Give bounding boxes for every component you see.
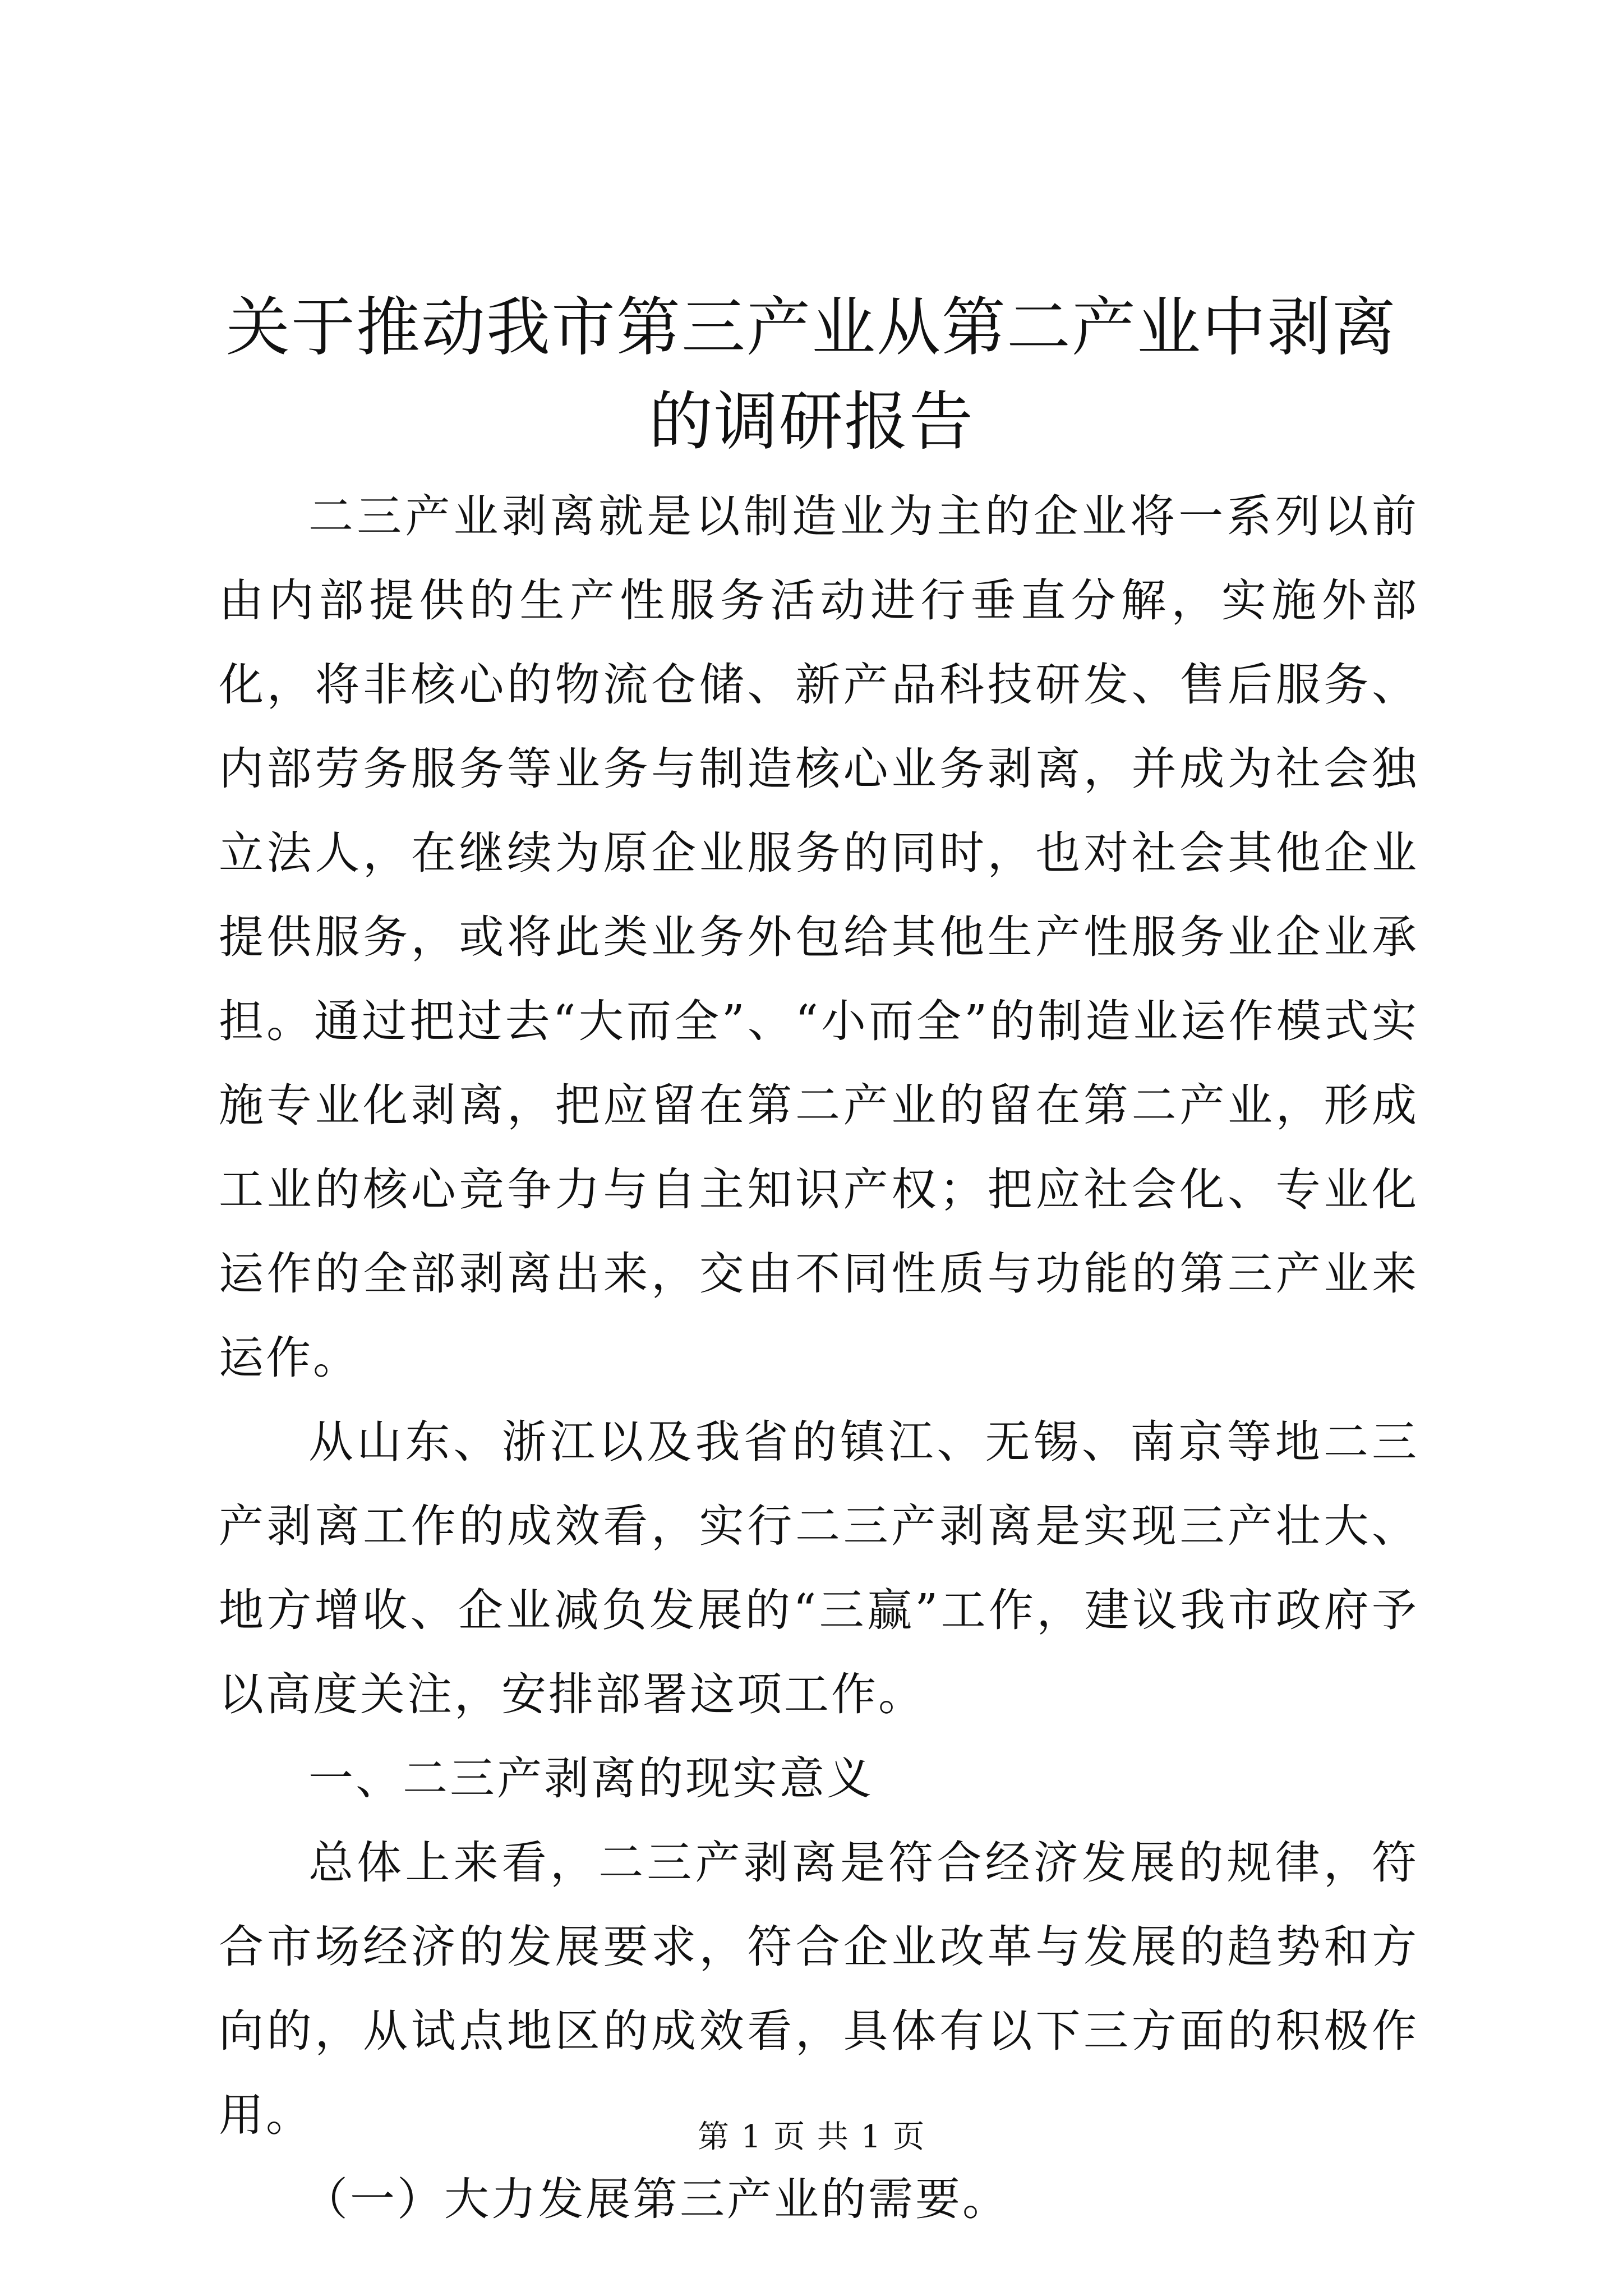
section-heading-significance: 一、二三产剥离的现实意义: [308, 1752, 874, 1805]
page-footer: 第 1 页 共 1 页: [697, 2119, 926, 2155]
body-paragraph-definition: 二三产业剥离就是以制造业为主的企业将一系列以前由内部提供的生产性服务活动进行垂直分解，实施外部化，将非核心的物流仓储、新产品科技研发、售后服务、内部劳务服务等业务与制造核心业务剥离，并成为社会独立法人，在继续为原企业服务的同时，也对社会其他企业提供服务，或将此类业务外包给其他生产性服务业企业承担。通过把过去“大而全”、“小而全”的制造业运作模式实施专业化剥离，把应留在第二产业的留在第二产业，形成工业的核心竞争力与自主知识产权；把应社会化、专业化运作的全部剥离出来，交由不同性质与功能的第三产业来运作。: [219, 490, 1419, 1384]
subsection-heading-tertiary: （一）大力发展第三产业的需要。: [303, 2173, 1009, 2225]
body-paragraph-overview: 总体上来看，二三产剥离是符合经济发展的规律，符合市场经济的发展要求，符合企业改革与发展的趋势和方向的，从试点地区的成效看，具体有以下三方面的积极作用。: [219, 1837, 1419, 2141]
document-body: [219, 475, 1419, 2242]
document-title: 关于推动我市第三产业从第二产业中剥离的调研报告: [225, 290, 1397, 459]
body-paragraph-results: 从山东、浙江以及我省的镇江、无锡、南京等地二三产剥离工作的成效看，实行二三产剥离是实现三产壮大、地方增收、企业减负发展的“三赢”工作，建议我市政府予以高度关注，安排部署这项工作。: [219, 1416, 1419, 1720]
